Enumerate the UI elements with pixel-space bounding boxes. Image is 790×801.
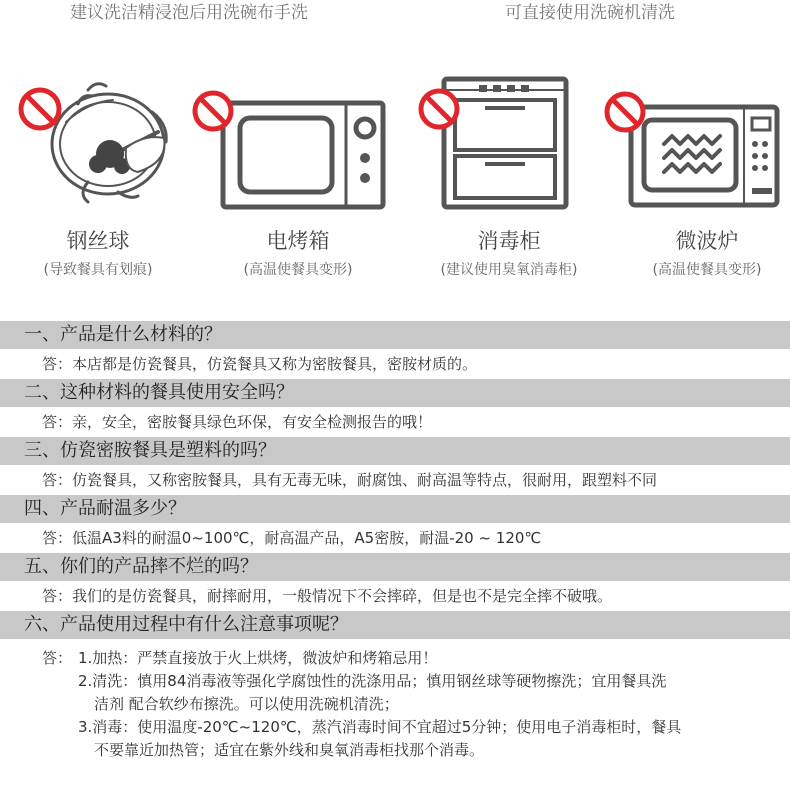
item-name-cabinet: 消毒柜	[477, 229, 541, 253]
faq-answer-4: 答：低温A3料的耐温0~100℃，耐高温产品，A5密胺，耐温-20 ~ 120℃	[42, 529, 542, 547]
item-name-steel-wool: 钢丝球	[66, 229, 130, 253]
top-note-right: 可直接使用洗碗机清洗	[505, 3, 675, 23]
item-name-oven: 电烤箱	[266, 229, 330, 253]
faq-question-6: 六、产品使用过程中有什么注意事项呢？	[0, 611, 790, 639]
item-desc-microwave: (高温使餐具变形)	[652, 262, 762, 278]
faq-answer-1: 答：本店都是仿瓷餐具，仿瓷餐具又称为密胺餐具，密胺材质的。	[42, 355, 478, 373]
faq-question-2: 二、这种材料的餐具使用安全吗？	[0, 379, 790, 407]
prohibited-sign-icon	[191, 89, 235, 133]
answer-line-1: 1.加热：严禁直接放于火上烘烤，微波炉和烤箱忌用！	[78, 649, 438, 667]
prohibited-sign-icon	[417, 87, 461, 131]
faq-question-4: 四、产品耐温多少？	[0, 495, 790, 523]
answer-line-2: 2.清洗：慎用84消毒液等强化学腐蚀性的洗涤用品；慎用钢丝球等硬物擦洗；宜用餐具洗	[78, 672, 667, 690]
faq-answer-5: 答：我们的是仿瓷餐具，耐摔耐用，一般情况下不会摔碎，但是也不是完全摔不破哦。	[42, 587, 613, 605]
faq-answer-3: 答：仿瓷餐具，又称密胺餐具，具有无毒无味，耐腐蚀、耐高温等特点，很耐用，跟塑料不同	[42, 471, 658, 489]
microwave-icon	[628, 104, 780, 208]
faq-answer-6	[0, 639, 790, 762]
answer-line-3: 洁剂 配合软纱布擦洗。可以使用洗碗机清洗；	[94, 695, 399, 713]
item-desc-cabinet: (建议使用臭氧消毒柜)	[440, 262, 578, 278]
prohibited-sign-icon	[603, 90, 647, 134]
item-desc-steel-wool: (导致餐具有划痕)	[43, 262, 153, 278]
faq-question-3: 三、仿瓷密胺餐具是塑料的吗？	[0, 437, 790, 465]
answer-line-5: 不要靠近加热管；适宜在紫外线和臭氧消毒柜找那个消毒。	[94, 741, 485, 759]
prohibited-sign-icon	[17, 86, 63, 132]
oven-icon	[220, 100, 386, 210]
item-name-microwave: 微波炉	[675, 229, 739, 253]
faq-question-5: 五、你们的产品摔不烂的吗？	[0, 553, 790, 581]
faq-answer-2: 答：亲，安全，密胺餐具绿色环保，有安全检测报告的哦！	[42, 413, 433, 431]
answer-prefix: 答：	[42, 649, 73, 667]
faq-question-1: 一、产品是什么材料的？	[0, 321, 790, 349]
faq-section	[0, 321, 790, 762]
answer-line-4: 3.消毒：使用温度-20℃~120℃，蒸汽消毒时间不宜超过5分钟；使用电子消毒柜时，餐具	[78, 718, 682, 736]
top-note-left: 建议洗洁精浸泡后用洗碗布手洗	[70, 3, 308, 23]
item-desc-oven: (高温使餐具变形)	[243, 262, 353, 278]
